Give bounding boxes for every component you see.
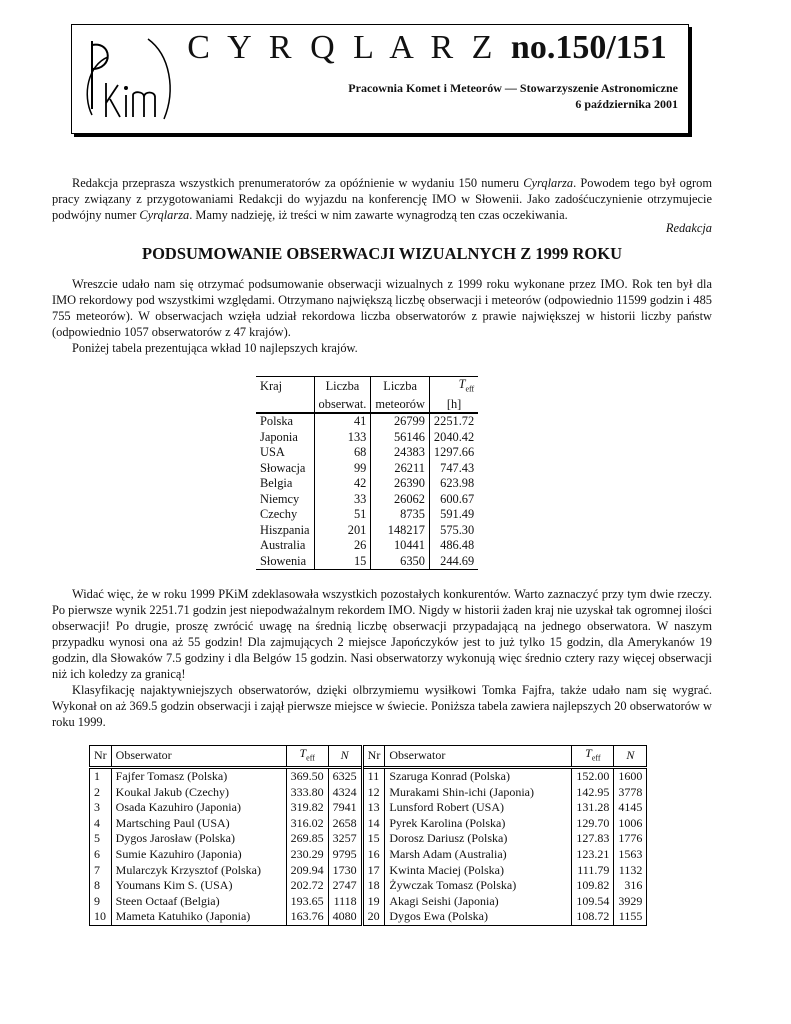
table-cell: 1730 [328, 863, 362, 879]
table-cell: 13 [362, 800, 385, 816]
col-header-observers-2: obserwat. [314, 397, 371, 414]
table-cell: 8735 [371, 507, 430, 523]
table-cell: 230.29 [286, 847, 328, 863]
table-cell: 163.76 [286, 909, 328, 925]
table-cell: 747.43 [429, 461, 478, 477]
table-row [90, 785, 647, 801]
body-paragraph-2: Poniżej tabela prezentująca wkład 10 najlepszych krajów. [72, 341, 358, 355]
col-header-observer-right: Obserwator [385, 746, 572, 768]
table-cell: 1776 [614, 831, 647, 847]
table-cell: 1155 [614, 909, 647, 925]
table-cell: 1563 [614, 847, 647, 863]
table-cell: 2 [90, 785, 112, 801]
table-cell: 26211 [371, 461, 430, 477]
table-cell: 369.50 [286, 767, 328, 784]
table-cell: 108.72 [572, 909, 614, 925]
issue-date: 6 października 2001 [575, 97, 678, 111]
table-cell: 2747 [328, 878, 362, 894]
table-cell: 333.80 [286, 785, 328, 801]
table-cell: 127.83 [572, 831, 614, 847]
table-cell: 148217 [371, 523, 430, 539]
table-cell: 591.49 [429, 507, 478, 523]
table-cell: 26799 [371, 413, 430, 430]
table-cell: Słowenia [260, 553, 307, 568]
observers-table [89, 745, 647, 926]
table-cell: 26390 [371, 476, 430, 492]
table-cell: 152.00 [572, 767, 614, 784]
table-cell: 109.82 [572, 878, 614, 894]
section-title: PODSUMOWANIE OBSERWACJI WIZUALNYCH Z 1999 ROKU [142, 244, 622, 263]
table-row [256, 430, 478, 446]
table-cell: Hiszpania [260, 522, 310, 537]
col-header-country: Kraj [260, 379, 283, 394]
table-cell: 12 [362, 785, 385, 801]
table-cell: Osada Kazuhiro (Japonia) [111, 800, 286, 816]
table-cell: 575.30 [429, 523, 478, 539]
table-cell: Mameta Katuhiko (Japonia) [111, 909, 286, 925]
table-cell: Belgia [260, 476, 293, 491]
table-cell: Murakami Shin-ichi (Japonia) [385, 785, 572, 801]
table-cell: 131.28 [572, 800, 614, 816]
table-cell: 316 [614, 878, 647, 894]
table-cell: Martsching Paul (USA) [111, 816, 286, 832]
table-cell: 26 [314, 538, 371, 554]
table-row [256, 538, 478, 554]
table-cell: 10 [90, 909, 112, 925]
table-row [90, 831, 647, 847]
table-cell: 316.02 [286, 816, 328, 832]
table-cell: Dorosz Dariusz (Polska) [385, 831, 572, 847]
table-cell: Koukal Jakub (Czechy) [111, 785, 286, 801]
col-header-teff: $T_{eff}$ [429, 377, 478, 397]
table-cell: Szaruga Konrad (Polska) [385, 767, 572, 784]
col-header-teff-unit: [h] [429, 397, 478, 414]
table-row [90, 800, 647, 816]
table-cell: Akagi Seishi (Japonia) [385, 894, 572, 910]
table-cell: 24383 [371, 445, 430, 461]
table-cell: 33 [314, 492, 371, 508]
table-cell: Polska [260, 414, 294, 429]
table-cell: Pyrek Karolina (Polska) [385, 816, 572, 832]
table-cell: Japonia [260, 429, 298, 444]
table-cell: 2658 [328, 816, 362, 832]
table-cell: 4080 [328, 909, 362, 925]
intro-paragraph: Redakcja przeprasza wszystkich prenumeratorów za opóźnienie w wydaniu 150 numeru Cyrqlarza. Powodem tego był ogrom pracy związany z przygotowaniami Redakcji do wyjazdu na konferencję IMO w Słowenii. Jako zadośćuczynienie otrzymujecie podwójny numer Cyrqlarza. Mamy nadzieję, iż treści w nim zawarte wynagrodzą ten czas oczekiwania. [52, 176, 712, 222]
table-row [90, 816, 647, 832]
table-row [90, 847, 647, 863]
countries-table [256, 376, 478, 570]
table-row [256, 461, 478, 477]
table-cell: 202.72 [286, 878, 328, 894]
table-cell: 1118 [328, 894, 362, 910]
table-cell: 209.94 [286, 863, 328, 879]
table-cell: 5 [90, 831, 112, 847]
title-letters: C Y R Q L A R Z [187, 29, 498, 66]
table-cell: 3257 [328, 831, 362, 847]
table-cell: 99 [314, 461, 371, 477]
table-cell: Żywczak Tomasz (Polska) [385, 878, 572, 894]
table-cell: 7941 [328, 800, 362, 816]
masthead [71, 24, 689, 134]
table-cell: Marsh Adam (Australia) [385, 847, 572, 863]
newsletter-title [182, 29, 672, 67]
table-cell: 17 [362, 863, 385, 879]
table-cell: Słowacja [260, 460, 306, 475]
table-cell: 11 [362, 767, 385, 784]
table-cell: 4324 [328, 785, 362, 801]
table-cell: 15 [314, 554, 371, 570]
table-cell: 8 [90, 878, 112, 894]
table-cell: 18 [362, 878, 385, 894]
editor-signature: Redakcja [665, 221, 712, 235]
table-cell: 3929 [614, 894, 647, 910]
table-cell: 6325 [328, 767, 362, 784]
table-cell: 600.67 [429, 492, 478, 508]
col-header-meteors-2: meteorów [371, 397, 430, 414]
table-row [90, 894, 647, 910]
table-row [256, 507, 478, 523]
table-cell: 623.98 [429, 476, 478, 492]
table-cell: 4 [90, 816, 112, 832]
table-cell: 133 [314, 430, 371, 446]
body-paragraph-1: Wreszcie udało nam się otrzymać podsumowanie obserwacji wizualnych z 1999 roku wykonane przez IMO. Rok ten był dla IMO rekordowy pod wszystkimi względami. Otrzymano największą liczbę obserwacji i meteorów (odpowiednio 11599 godzin i 485 755 meteorów). W obserwacjach wzięła udział rekordowa liczba obserwatorów z prawie największej w historii liczby państw (odpowiednio 1057 obserwatorów z 47 krajów). [52, 277, 712, 339]
table-cell: 15 [362, 831, 385, 847]
table-row [256, 445, 478, 461]
table-cell: 269.85 [286, 831, 328, 847]
table-cell: 129.70 [572, 816, 614, 832]
table-cell: 1132 [614, 863, 647, 879]
table-cell: 111.79 [572, 863, 614, 879]
table-row [256, 554, 478, 570]
table-cell: 10441 [371, 538, 430, 554]
publisher-line: Pracownia Komet i Meteorów — Stowarzyszenie Astronomiczne [348, 81, 678, 95]
table-cell: 51 [314, 507, 371, 523]
table-cell: 3 [90, 800, 112, 816]
table-row [90, 767, 647, 784]
table-cell: 42 [314, 476, 371, 492]
table-cell: 142.95 [572, 785, 614, 801]
table-cell: 1600 [614, 767, 647, 784]
table-cell: 486.48 [429, 538, 478, 554]
pkim-logo [78, 35, 178, 127]
table-cell: 193.65 [286, 894, 328, 910]
body-paragraph-3: Widać więc, że w roku 1999 PKiM zdeklasowała wszystkich pozostałych konkurentów. Warto zaznaczyć przy tym dwie rzeczy. Po pierwsze wynik 2251.71 godzin jest niepodważalnym rekordem IMO. Nigdy w historii żaden kraj nie uzyskał tak ogromnej ilości obserwacji! Po drugie, proszę zwrócić uwagę na średnią liczbę obserwacji przypadającą na jednego obserwatora. W naszym przypadku wynosi ona aż 55 godzin! Dla zajmujących 2 miejsce Japończyków jest to już tylko 15 godzin, dla Amerykanów 19 godzin, dla Słowaków 7.5 godziny i dla Belgów 15 godzin. Nasi obserwatorzy wykonują więc średnio cztery razy więcej obserwacji niż ich koledzy za granicą! [52, 587, 713, 681]
table-cell: 6350 [371, 554, 430, 570]
table-cell: 319.82 [286, 800, 328, 816]
table-cell: Australia [260, 538, 306, 553]
table-cell: 244.69 [429, 554, 478, 570]
table-cell: 7 [90, 863, 112, 879]
table-row [256, 492, 478, 508]
table-cell: Lunsford Robert (USA) [385, 800, 572, 816]
table-cell: 20 [362, 909, 385, 925]
table-cell: Niemcy [260, 491, 300, 506]
table-cell: 123.21 [572, 847, 614, 863]
col-header-teff-right: $T_{eff}$ [572, 746, 614, 768]
table-cell: 14 [362, 816, 385, 832]
table-cell: 68 [314, 445, 371, 461]
table-cell: Mularczyk Krzysztof (Polska) [111, 863, 286, 879]
table-cell: Kwinta Maciej (Polska) [385, 863, 572, 879]
table-cell: 26062 [371, 492, 430, 508]
col-header-n: N [328, 746, 362, 768]
table-cell: Youmans Kim S. (USA) [111, 878, 286, 894]
col-header-observer: Obserwator [111, 746, 286, 768]
col-header-nr-right: Nr [362, 746, 385, 768]
table-cell: 19 [362, 894, 385, 910]
table-cell: 41 [314, 413, 371, 430]
table-row [90, 863, 647, 879]
table-cell: 201 [314, 523, 371, 539]
body-paragraph-4: Klasyfikację najaktywniejszych obserwatorów, dzięki olbrzymiemu wysiłkowi Tomka Fajfra, także udało nam się wygrać. Wykonał on aż 369.5 godzin obserwacji i zajął pierwsze miejsce w świecie. Poniższa tabela zawiera najlepszych 20 obserwatorów w roku 1999. [52, 683, 712, 729]
table-cell: Steen Octaaf (Belgia) [111, 894, 286, 910]
table-cell: 9 [90, 894, 112, 910]
table-cell: Czechy [260, 507, 298, 522]
issue-number: no.150/151 [510, 29, 667, 66]
table-cell: 1297.66 [429, 445, 478, 461]
table-cell: 109.54 [572, 894, 614, 910]
table-cell: Dygos Jarosław (Polska) [111, 831, 286, 847]
table-cell: Dygos Ewa (Polska) [385, 909, 572, 925]
col-header-observers: Liczba [314, 377, 371, 397]
table-row [256, 523, 478, 539]
table-row [256, 476, 478, 492]
table-cell: 2040.42 [429, 430, 478, 446]
table-cell: Sumie Kazuhiro (Japonia) [111, 847, 286, 863]
table-cell: Fajfer Tomasz (Polska) [111, 767, 286, 784]
table-cell: 1 [90, 767, 112, 784]
table-row [256, 413, 478, 430]
table-row [90, 878, 647, 894]
table-cell: 3778 [614, 785, 647, 801]
table-cell: 2251.72 [429, 413, 478, 430]
table-cell: USA [260, 445, 285, 460]
table-row [90, 909, 647, 925]
table-cell: 56146 [371, 430, 430, 446]
col-header-nr: Nr [90, 746, 112, 768]
table-cell: 9795 [328, 847, 362, 863]
col-header-n-right: N [614, 746, 647, 768]
table-cell: 4145 [614, 800, 647, 816]
col-header-teff: $T_{eff}$ [286, 746, 328, 768]
table-cell: 6 [90, 847, 112, 863]
col-header-meteors: Liczba [371, 377, 430, 397]
table-cell: 16 [362, 847, 385, 863]
table-cell: 1006 [614, 816, 647, 832]
